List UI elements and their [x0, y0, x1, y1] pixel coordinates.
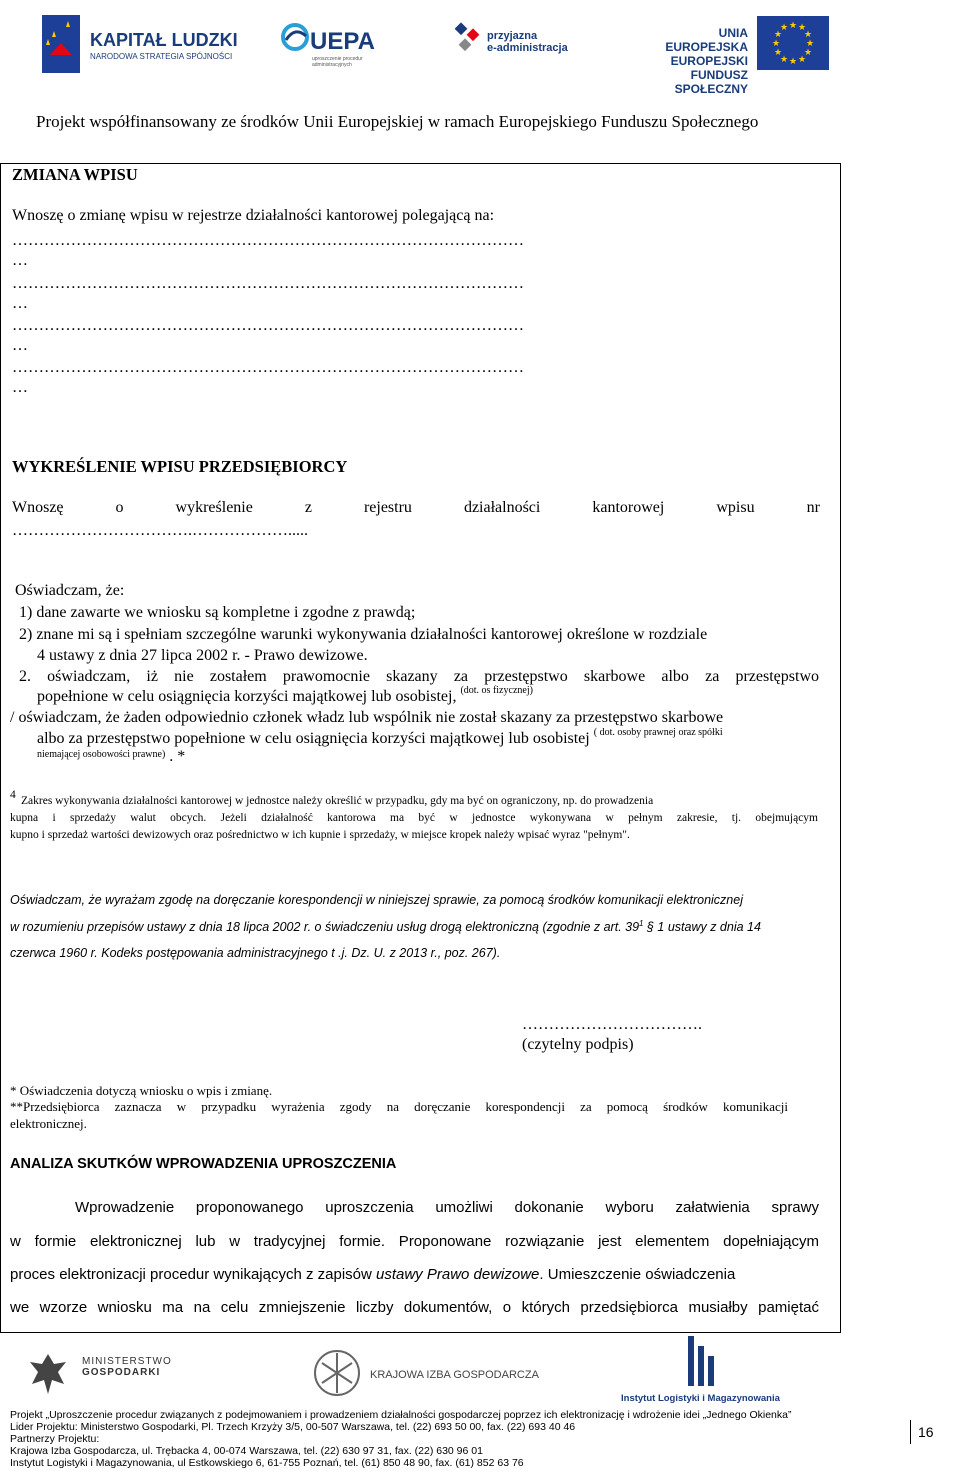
wykreslenie-word: rejestru: [363, 499, 412, 516]
note-2-line-1: **Przedsiębiorca zaznacza w przypadku wyrażenia zgody na doręczanie korespondencji za pomocą środków komunikacji: [10, 1099, 788, 1114]
consent-sup: 1: [639, 919, 644, 928]
kig-logo-text: KRAJOWA IZBA GOSPODARCZA: [370, 1369, 539, 1381]
svg-text:★: ★: [779, 55, 789, 65]
statement-2-line-1: 2) znane mi są i spełniam szczególne warunki wykonywania działalności kantorowej określone w rozdziale: [19, 626, 708, 643]
signature-label: (czytelny podpis): [522, 1036, 634, 1053]
fill-line-1-cont: …: [12, 252, 28, 269]
statement-4-note-cont: niemającej osobowości prawne): [37, 749, 166, 760]
przyjazna-line-1: przyjazna: [487, 30, 538, 42]
svg-text:★: ★: [773, 30, 783, 40]
przyjazna-e-administracja-title: [487, 30, 568, 54]
analysis-line-1: Wprowadzenie proponowanego uproszczenia umożliwi dokonanie wyboru załatwienia sprawy: [75, 1199, 819, 1216]
eagle-emblem-icon: [24, 1350, 72, 1403]
oswiadczam-heading: Oświadczam, że:: [15, 582, 125, 599]
consent-line-2: [10, 919, 761, 934]
footnote-line-1: Zakres wykonywania działalności kantorowej w jednostce należy określić w przypadku, gdy ma być on ograniczony, np. do prowadzenia: [21, 795, 654, 807]
uepa-logo-mark: [280, 22, 310, 57]
kapital-ludzki-logo-mark: [42, 15, 80, 73]
footnote-line-2: kupna i sprzedaży walut obcych. Jeżeli działalność kantorowa ma być w jednostce wykonywana w pełnym zakresie, tj. obejmującym: [10, 812, 818, 824]
statement-3-note: (dot. os fizycznej): [460, 685, 533, 696]
svg-text:★: ★: [803, 30, 813, 40]
ue-line-2: EUROPEJSKI: [670, 54, 748, 68]
signature-line: …………………………….: [522, 1016, 702, 1033]
statement-3-line-1: 2. oświadczam, iż nie zostałem prawomocnie skazany za przestępstwo skarbowe albo za przestępstwo: [19, 668, 819, 685]
analysis-line-3a: proces elektronizacji procedur wynikających z zapisów: [10, 1266, 376, 1283]
wykreslenie-text: [12, 499, 820, 517]
ilim-logo-icon: [680, 1332, 720, 1395]
statement-4-line-2: [37, 727, 723, 748]
cofinancing-note: Projekt współfinansowany ze środków Unii Europejskiej w ramach Europejskiego Funduszu Społecznego: [36, 112, 759, 131]
zmiana-wpisu-heading: ZMIANA WPISU: [12, 165, 138, 184]
wykreslenie-heading: WYKREŚLENIE WPISU PRZEDSIĘBIORCY: [12, 457, 348, 476]
footer-ilim-line: Instytut Logistyki i Magazynowania, ul Estkowskiego 6, 61-755 Poznań, tel. (61) 850 48 90, fax. (61) 852 63 76: [10, 1457, 524, 1469]
consent-text-b: § 1 ustawy z dnia 14: [646, 920, 761, 935]
consent-line-1: Oświadczam, że wyrażam zgodę na doręczanie korespondencji w niniejszej sprawie, za pomocą środków komunikacji elektronicznej: [10, 893, 743, 907]
footer-project-line: Projekt „Uproszczenie procedur związanych z podejmowaniem i prowadzeniem działalności gospodarczej poprzez ich elektronizację i wdrożenie idei „Jednego Okienka”: [10, 1409, 792, 1421]
footnote-line-3: kupno i sprzedaż wartości dewizowych oraz pośrednictwo w ich kupnie i sprzedaży, w miejsce kropek należy wpisać wyraz "pełnym".: [10, 829, 630, 841]
wykreslenie-word: nr: [806, 499, 820, 516]
fill-line-2: ……………………………………………………………………………………: [12, 275, 524, 292]
svg-text:★: ★: [797, 23, 807, 33]
ue-line-3: FUNDUSZ SPOŁECZNY: [674, 68, 748, 96]
eu-flag-icon: [757, 16, 829, 70]
kig-logo-icon: [312, 1347, 362, 1404]
svg-text:★: ★: [771, 39, 781, 49]
uepa-title: UEPA: [310, 28, 375, 55]
consent-line-3: czerwca 1960 r. Kodeks postępowania administracyjnego t .j. Dz. U. z 2013 r., poz. 267).: [10, 946, 501, 960]
statement-4-line-1: / oświadczam, że żaden odpowiednio członek władz lub wspólnik nie został skazany za przestępstwo skarbowe: [10, 709, 724, 726]
statement-2-line-2: 4 ustawy z dnia 27 lipca 2002 r. - Prawo dewizowe.: [37, 647, 368, 664]
fill-line-3-cont: …: [12, 337, 28, 354]
analysis-line-2: w formie elektronicznej lub w tradycyjnej formie. Proponowane rozwiązanie jest elementem dopełniającym: [10, 1233, 819, 1250]
note-1: * Oświadczenia dotyczą wniosku o wpis i zmianę.: [10, 1083, 273, 1098]
analysis-line-3: [10, 1266, 819, 1283]
footer-kig-line: Krajowa Izba Gospodarcza, ul. Trębacka 4, 00-074 Warszawa, tel. (22) 630 97 31, fax. (22) 630 96 01: [10, 1445, 483, 1457]
ministerstwo-line-2: GOSPODARKI: [82, 1367, 161, 1378]
svg-text:★: ★: [805, 39, 815, 49]
analysis-line-4: we wzorze wniosku ma na celu zmniejszenie liczby dokumentów, o których przedsiębiorca musiałby pamiętać: [10, 1299, 819, 1316]
statement-1: 1) dane zawarte we wniosku są kompletne i zgodne z prawdą;: [19, 604, 416, 621]
svg-text:★: ★: [773, 48, 783, 58]
svg-text:★: ★: [779, 23, 789, 33]
statement-4-text: albo za przestępstwo popełnione w celu osiągnięcia korzyści majątkowej lub osobistej: [37, 730, 590, 747]
zmiana-wpisu-text: Wnoszę o zmianę wpisu w rejestrze działalności kantorowej polegającą na:: [12, 207, 495, 224]
wykreslenie-number-line: …………………………….……………….....: [12, 522, 308, 539]
fill-line-4: ……………………………………………………………………………………: [12, 359, 524, 376]
przyjazna-e-administracja-logo-mark: [455, 22, 485, 61]
wykreslenie-word: o: [115, 499, 124, 516]
statement-4-line-3: [37, 748, 185, 766]
ilim-logo-text: Instytut Logistyki i Magazynowania: [621, 1393, 780, 1404]
note-2-line-2: elektronicznej.: [10, 1116, 87, 1131]
unia-europejska-title: [643, 26, 748, 96]
wykreslenie-word: wpisu: [716, 499, 755, 516]
consent-text-a: w rozumieniu przepisów ustawy z dnia 18 lipca 2002 r. o świadczeniu usług drogą elektroniczną (zgodnie z art. 39: [10, 920, 640, 935]
svg-text:★: ★: [788, 57, 798, 67]
przyjazna-line-2: e-administracja: [487, 42, 568, 54]
svg-text:★: ★: [797, 55, 807, 65]
fill-line-2-cont: …: [12, 295, 28, 312]
uepa-subtitle: uproszczenie procedur administracyjnych: [312, 56, 363, 68]
wykreslenie-word: kantorowej: [592, 499, 665, 516]
statement-4-mark: . *: [169, 748, 186, 765]
wykreslenie-word: z: [304, 499, 312, 516]
analysis-heading: ANALIZA SKUTKÓW WPROWADZENIA UPROSZCZENIA: [10, 1156, 397, 1172]
ue-line-1: UNIA EUROPEJSKA: [665, 26, 748, 54]
footer-leader-line: Lider Projektu: Ministerstwo Gospodarki, Pl. Trzech Krzyży 3/5, 00-507 Warszawa, tel. (22) 693 50 00, fax. (22) 693 40 46: [10, 1421, 576, 1433]
footnote-number: 4: [10, 789, 16, 801]
ministerstwo-logo-text: [82, 1356, 172, 1378]
footer-partners-label: Partnerzy Projektu:: [10, 1433, 100, 1445]
fill-line-1: ……………………………………………………………………………………: [12, 232, 524, 249]
fill-line-3: ……………………………………………………………………………………: [12, 317, 524, 334]
kapital-ludzki-title: KAPITAŁ LUDZKI: [90, 30, 238, 50]
statement-3-line-2: [37, 685, 533, 706]
svg-text:★: ★: [803, 48, 813, 58]
kapital-ludzki-subtitle: NARODOWA STRATEGIA SPÓJNOŚCI: [90, 52, 233, 61]
statement-3-text: popełnione w celu osiągnięcia korzyści majątkowej lub osobistej,: [37, 688, 457, 705]
analysis-line-3c: . Umieszczenie oświadczenia: [539, 1266, 736, 1283]
ministerstwo-line-1: MINISTERSTWO: [82, 1356, 172, 1367]
wykreslenie-word: Wnoszę: [12, 499, 64, 516]
wykreslenie-word: wykreślenie: [175, 499, 253, 516]
fill-line-4-cont: …: [12, 379, 28, 396]
svg-text:★: ★: [788, 21, 798, 31]
wykreslenie-word: działalności: [463, 499, 541, 516]
statement-4-note: ( dot. osoby prawnej oraz spółki: [593, 727, 723, 738]
analysis-act-name: ustawy Prawo dewizowe: [376, 1266, 540, 1283]
page-number: 16: [918, 1424, 934, 1440]
